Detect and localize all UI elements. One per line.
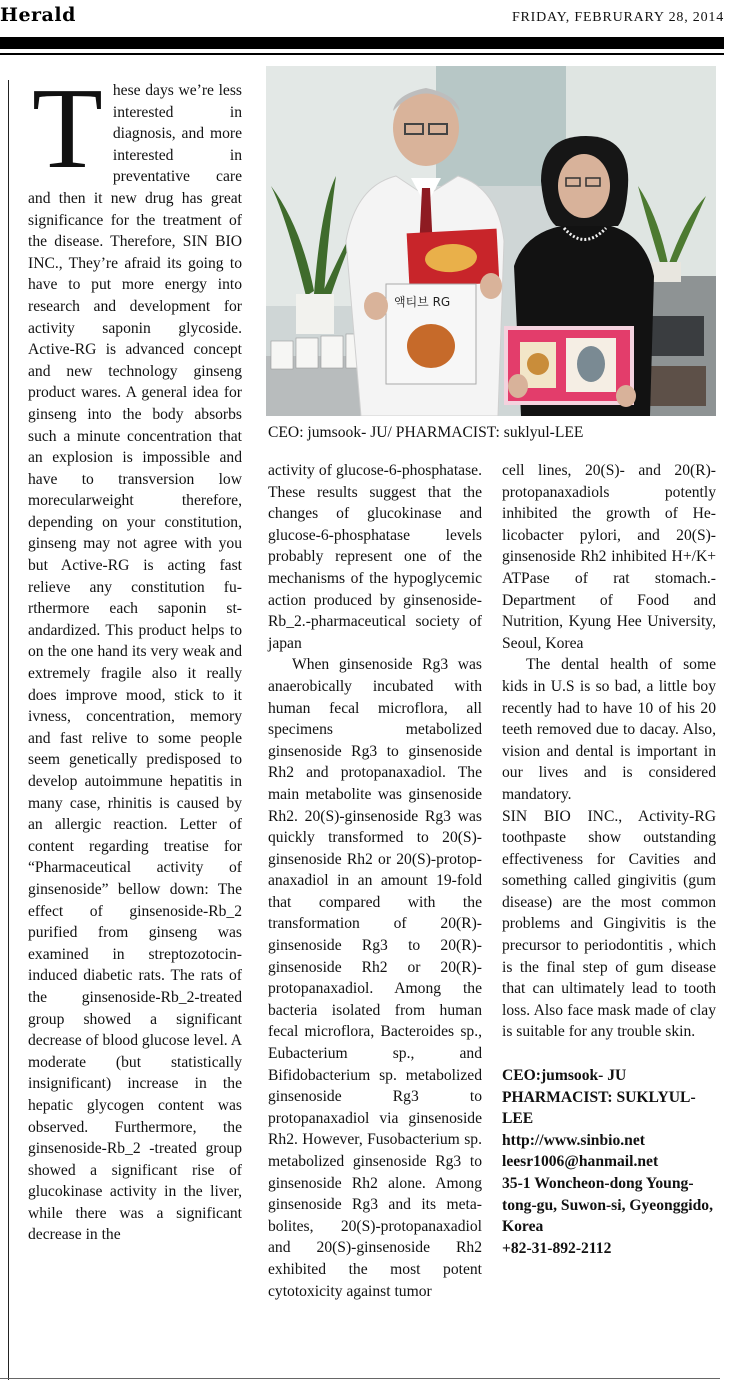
article-paragraph: The dental health of some kids in U.S is so bad, a little boy recently had to have 10 of his 20 teeth removed due to dacay. Also, vision and dental is important in our lives and is considered mandatory.	[502, 656, 716, 803]
contact-email: leesr1006@hanmail.net	[502, 1153, 659, 1171]
contact-phone: +82-31-892-2112	[502, 1239, 612, 1257]
contact-ceo: CEO:jumsook- JU	[502, 1067, 627, 1085]
masthead-thin-rule	[0, 53, 724, 55]
contact-address: 35-1 Woncheon-dong Youngtong-gu, Suwon-si, Gyeonggido, Korea	[502, 1175, 713, 1236]
contact-pharmacist: PHARMACIST: SUKLYUL-LEE	[502, 1088, 696, 1128]
masthead-thick-rule	[0, 37, 724, 49]
article-paragraph: SIN BIO INC., Activity-RG toothpaste show outstanding effectiveness for Cavities and something called gingivitis (gum disease) are the most common problems and Gingivitis is the precursor to periodontitis , which is the final step of gum disease that can ultimately lead to tooth loss. Also face mask made of clay is suitable for any trouble skin.	[502, 807, 716, 1041]
article-column-2	[268, 460, 482, 1302]
left-column-rule	[8, 80, 9, 1380]
article-paragraph: cell lines, 20(S)- and 20(R)-protopanaxadiols potently inhibited the growth of Helicobacter pylori, and 20(S)-ginsenoside Rh2 inhibited H+/K+ ATPase of rat stomach.- Department of Food and Nutrition, Kyung Hee University, Seoul, Korea	[502, 462, 716, 652]
article-paragraph: activity of glucose-6-phosphatase. These results suggest that the changes of glucokinase and glucose-6-phosphatase levels probably represent one of the mechanisms of the hypoglycemic action produced by ginsenoside-Rb_2.-pharmaceutical society of japan	[268, 462, 482, 652]
article-paragraph: When ginsenoside Rg3 was anaerobically incubated with human fecal microflora, all specimens metabolized ginsenoside Rg3 to ginsenoside Rh2 and protopanaxadiol. The main metabolite was ginsenoside Rh2. 20(S)-ginsenoside Rg3 was quickly transformed to 20(S)-ginsenoside Rh2 or 20(S)-protopanaxadiol in an amount 19-fold that compared with the transformation of 20(R)-ginsenoside Rg3 to 20(R)-ginsenoside Rh2 or 20(R)-protopanaxadiol. Among the bacteria isolated from human fecal microflora, Bacteroides sp., Eubacterium sp., and Bifidobacterium sp. metabolized ginsenoside Rg3 to protopanaxadiol via ginsenoside Rh2. However, Fusobacterium sp. metabolized ginsenoside Rg3 to ginsenoside Rh2 alone. Among ginsenoside Rg3 and its metabolites, 20(S)-protopanaxadiol and 20(S)-ginsenoside Rh2 exhibited the most potent cytotoxicity against tumor	[268, 656, 482, 1300]
article-column-3	[502, 460, 716, 1259]
article-paragraph: hese days we’re less interested in diagnosis, and more interested in preventative care and then it new drug has great significance for the treatment of the disease. Therefore, SIN BIO INC., They’re afraid its going to have to put more energy into research and development for activity saponin glycoside. Active-RG is advanced concept and new technology ginseng product wares. A general idea for ginseng into the body absorbs such a minute concentration that an explosion is impossible and have to transversion low morecularweight therefore, depending on your constitution, ginseng may not agree with you but Active-RG is acting fast relieve any constitution furthermore each saponin standardized. This product helps to on the one hand its very weak and extremely fragile also it really does improve mood, stick to it ivness, concentration, memory and fast relive to some people seem genetically predisposed to develop autoimmune hepatitis in many case, rhinitis is caused by an allergic reaction. Letter of content regarding treatise for “Pharmaceutical activity of ginsenoside” bellow down: The effect of ginsenoside-Rb_2 purified from ginseng was examined in streptozotocininduced diabetic rats. The rats of the ginsenoside-Rb_2-treated group showed a significant decrease of blood glucose level. A moderate (but statistically insignificant) increase in the hepatic glycogen content was observed. Furthermore, the ginsenoside-Rb_2 -treated group showed a significant rise of glucokinase activity in the liver, while there was a significant decrease in the	[28, 82, 242, 1244]
contact-website: http://www.sinbio.net	[502, 1131, 645, 1149]
issue-date: FRIDAY, FEBRURARY 28, 2014	[511, 10, 724, 25]
masthead	[0, 0, 740, 56]
contact-block	[502, 1065, 716, 1259]
article-column-1	[28, 65, 242, 1246]
newspaper-logo: Herald	[0, 4, 76, 26]
bottom-rule	[0, 1378, 720, 1379]
product-box-label: 액티브 RG	[394, 295, 451, 309]
drop-cap: T	[32, 65, 103, 193]
photo-caption: CEO: jumsook- JU/ PHARMACIST: suklyul-LEE	[268, 424, 584, 441]
article-photo	[266, 66, 716, 416]
